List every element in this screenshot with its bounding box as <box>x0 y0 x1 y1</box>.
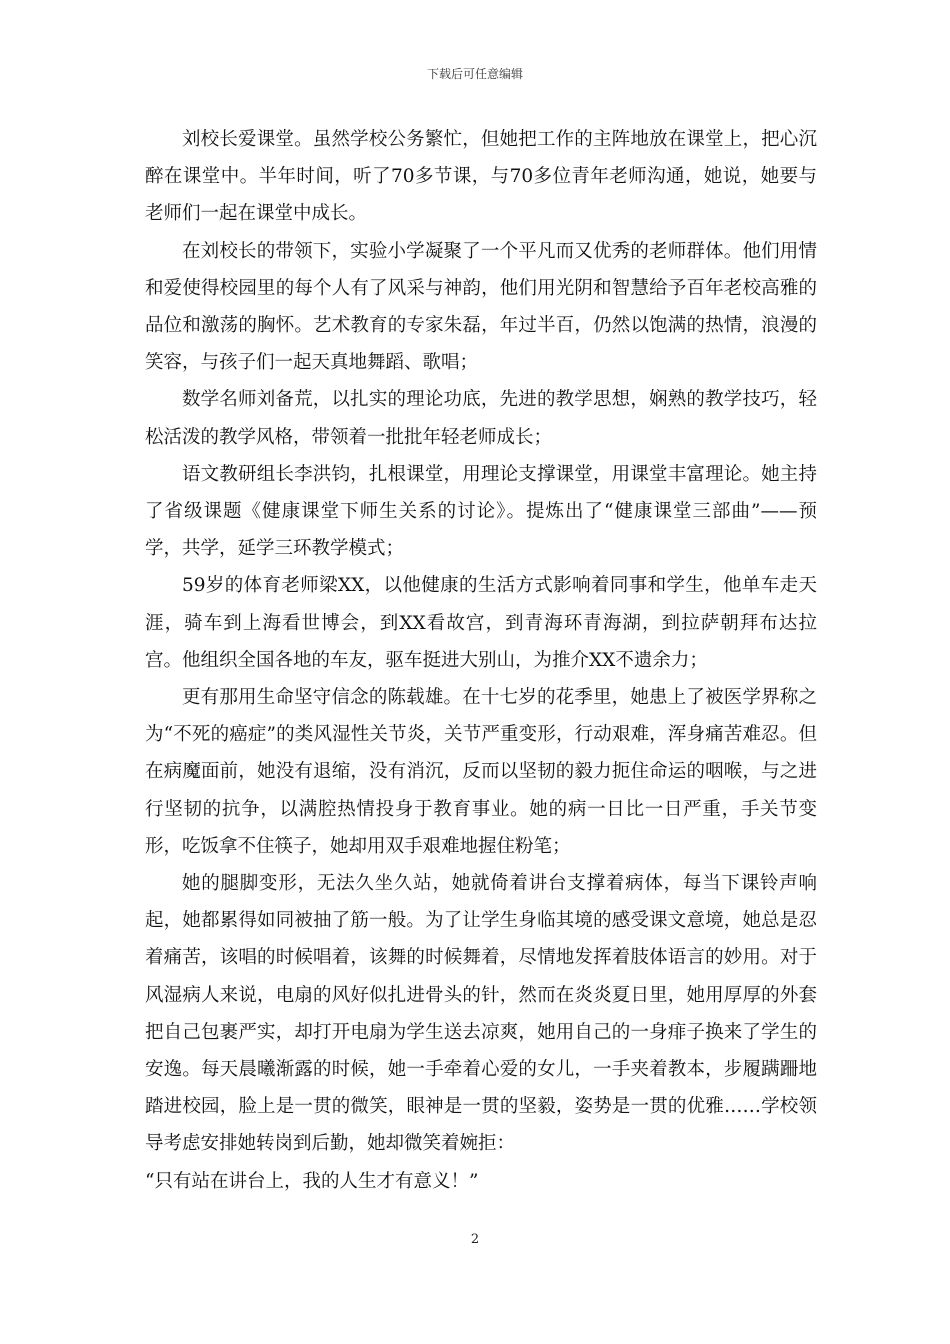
page-number: 2 <box>470 1232 480 1247</box>
closing-quote: “只有站在讲台上，我的人生才有意义！” <box>145 1170 479 1192</box>
paragraph-1: 刘校长爱课堂。虽然学校公务繁忙，但她把工作的主阵地放在课堂上，把心沉醉在课堂中。半年时间，听了70多节课，与70多位青年老师沟通，她说，她要与老师们一起在课堂中成长。 <box>145 129 817 225</box>
paragraph-2: 在刘校长的带领下，实验小学凝聚了一个平凡而又优秀的老师群体。他们用情和爱使得校园里的每个人有了风采与神韵，他们用光阴和智慧给予百年老校高雅的品位和激荡的胸怀。艺术教育的专家朱磊，年过半百，仍然以饱满的热情，浪漫的笑容，与孩子们一起天真地舞蹈、歌唱； <box>145 240 817 374</box>
document-body <box>145 121 817 1200</box>
paragraph-7: 她的腿脚变形，无法久坐久站，她就倚着讲台支撑着病体，每当下课铃声响起，她都累得如同被抽了筋一般。为了让学生身临其境的感受课文意境，她总是忍着痛苦，该唱的时候唱着，该舞的时候舞着，尽情地发挥着肢体语言的妙用。对于风湿病人来说，电扇的风好似扎进骨头的针，然而在炎炎夏日里，她用厚厚的外套把自己包裹严实，却打开电扇为学生送去凉爽，她用自己的一身痱子换来了学生的安逸。每天晨曦渐露的时候，她一手牵着心爱的女儿，一手夹着教本，步履蹒跚地踏进校园，脸上是一贯的微笑，眼神是一贯的坚毅，姿势是一贯的优雅……学校领导考虑安排她转岗到后勤，她却微笑着婉拒： <box>145 873 817 1155</box>
paragraph-3: 数学名师刘备荒，以扎实的理论功底，先进的教学思想，娴熟的教学技巧，轻松活泼的教学风格，带领着一批批年轻老师成长； <box>145 389 817 448</box>
paragraph-5: 59岁的体育老师梁XX，以他健康的生活方式影响着同事和学生，他单车走天涯，骑车到上海看世博会，到XX看故宫，到青海环青海湖，到拉萨朝拜布达拉宫。他组织全国各地的车友，驱车挺进大别山，为推介XX不遗余力； <box>145 575 817 671</box>
paragraph-4: 语文教研组长李洪钧，扎根课堂，用理论支撑课堂，用课堂丰富理论。她主持了省级课题《健康课堂下师生关系的讨论》。提炼出了“健康课堂三部曲”——预学，共学，延学三环教学模式； <box>145 463 817 560</box>
paragraph-6: 更有那用生命坚守信念的陈载雄。在十七岁的花季里，她患上了被医学界称之为“不死的癌症”的类风湿性关节炎，关节严重变形，行动艰难，浑身痛苦难忍。但在病魔面前，她没有退缩，没有消沉，反而以坚韧的毅力扼住命运的咽喉，与之进行坚韧的抗争，以满腔热情投身于教育事业。她的病一日比一日严重，手关节变形，吃饭拿不住筷子，她却用双手艰难地握住粉笔； <box>145 687 817 857</box>
page-header: 下载后可任意编辑 <box>426 67 523 81</box>
